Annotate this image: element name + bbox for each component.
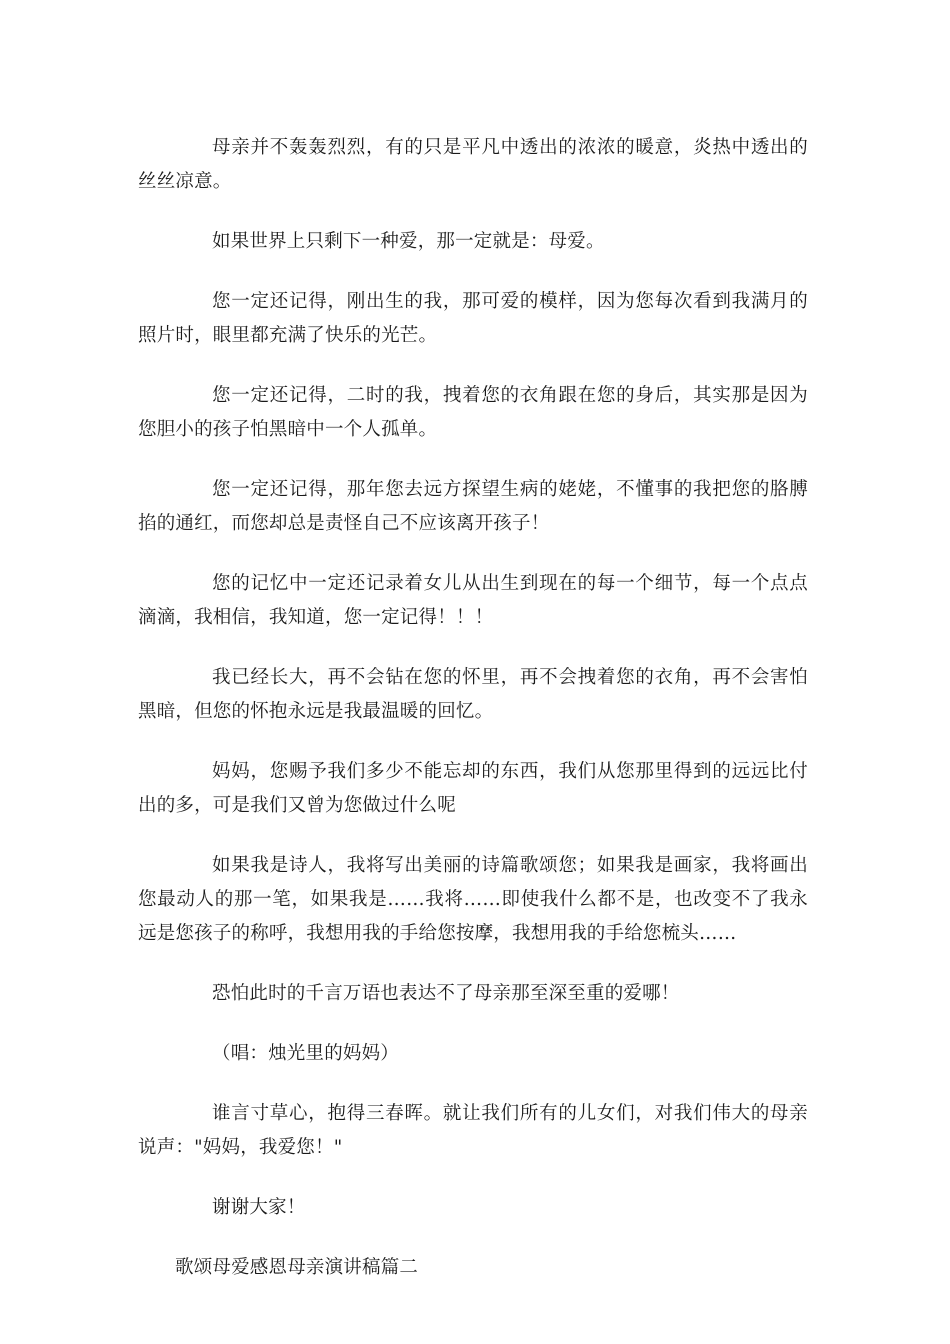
paragraph-3: 您一定还记得，刚出生的我，那可爱的模样，因为您每次看到我满月的照片时，眼里都充满了快乐的光芒。 xyxy=(138,291,808,346)
paragraph-9: 如果我是诗人，我将写出美丽的诗篇歌颂您；如果我是画家，我将画出您最动人的那一笔，如果我是……我将……即使我什么都不是，也改变不了我永远是您孩子的称呼，我想用我的手给您按摩，我想用我的手给您梳头…… xyxy=(138,855,808,944)
paragraph-4: 您一定还记得，二时的我，拽着您的衣角跟在您的身后，其实那是因为您胆小的孩子怕黑暗中一个人孤单。 xyxy=(138,385,808,440)
paragraph-11: （唱：烛光里的妈妈） xyxy=(212,1043,400,1064)
paragraph-13: 谢谢大家！ xyxy=(212,1197,306,1218)
section-title: 歌颂母爱感恩母亲演讲稿篇二 xyxy=(175,1257,419,1278)
paragraph-5: 您一定还记得，那年您去远方探望生病的姥姥，不懂事的我把您的胳膊掐的通红，而您却总是责怪自己不应该离开孩子！ xyxy=(138,479,808,534)
paragraph-8: 妈妈，您赐予我们多少不能忘却的东西，我们从您那里得到的远远比付出的多，可是我们又曾为您做过什么呢 xyxy=(138,761,808,816)
document-page xyxy=(138,131,808,1285)
paragraph-6: 您的记忆中一定还记录着女儿从出生到现在的每一个细节，每一个点点滴滴，我相信，我知道，您一定记得！！！ xyxy=(138,573,808,628)
paragraph-7: 我已经长大，再不会钻在您的怀里，再不会拽着您的衣角，再不会害怕黑暗，但您的怀抱永远是我最温暖的回忆。 xyxy=(138,667,808,722)
paragraph-10: 恐怕此时的千言万语也表达不了母亲那至深至重的爱哪！ xyxy=(212,983,680,1004)
paragraph-2: 如果世界上只剩下一种爱，那一定就是：母爱。 xyxy=(212,231,605,252)
paragraph-12: 谁言寸草心，抱得三春晖。就让我们所有的儿女们，对我们伟大的母亲说声："妈妈，我爱您！" xyxy=(138,1103,808,1158)
paragraph-1: 母亲并不轰轰烈烈，有的只是平凡中透出的浓浓的暖意，炎热中透出的丝丝凉意。 xyxy=(138,137,808,192)
